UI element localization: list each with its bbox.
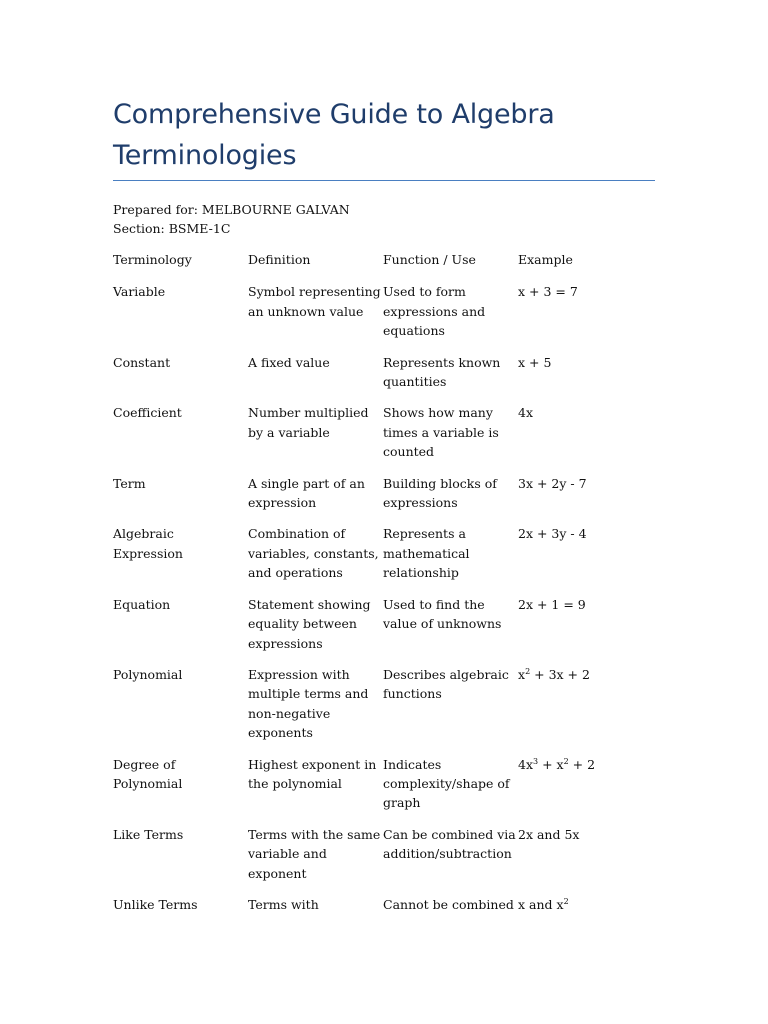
cell-example: 3x + 2y - 7 bbox=[518, 475, 587, 491]
header-terminology: Terminology bbox=[113, 252, 192, 267]
cell-definition: Statement showing equality between expressions bbox=[248, 596, 371, 651]
cell-definition: Symbol representing an unknown value bbox=[248, 284, 381, 319]
cell-term: Algebraic Expression bbox=[113, 526, 183, 561]
cell-function: Represents known quantities bbox=[383, 354, 501, 390]
header-definition: Definition bbox=[248, 252, 311, 267]
table-row bbox=[113, 353, 655, 404]
cell-term: Coefficient bbox=[113, 405, 182, 421]
header-function: Function / Use bbox=[383, 252, 476, 267]
document-page bbox=[113, 0, 655, 1024]
page-title: Comprehensive Guide to Algebra Terminologies bbox=[113, 99, 555, 171]
cell-term: Variable bbox=[113, 284, 166, 300]
table-row bbox=[113, 895, 655, 926]
table-row bbox=[113, 282, 655, 352]
cell-example: $4x^3 + x^2 + 2$ bbox=[518, 756, 596, 772]
cell-term: Equation bbox=[113, 596, 171, 612]
header-example: Example bbox=[518, 252, 573, 267]
cell-function: Cannot be combined bbox=[383, 896, 514, 912]
cell-function: Indicates complexity/shape of graph bbox=[383, 756, 510, 811]
cell-definition: Number multiplied by a variable bbox=[248, 405, 369, 440]
cell-definition: Terms with the same variable and exponent bbox=[248, 826, 381, 881]
document-meta bbox=[113, 200, 350, 238]
section-line: Section: BSME-1C bbox=[113, 221, 231, 236]
cell-function: Describes algebraic functions bbox=[383, 666, 509, 702]
table-row bbox=[113, 474, 655, 525]
cell-term: Polynomial bbox=[113, 666, 183, 682]
cell-definition: A single part of an expression bbox=[248, 475, 365, 511]
cell-term: Unlike Terms bbox=[113, 896, 198, 912]
cell-example: x and $x^2$ bbox=[518, 896, 569, 912]
table-row bbox=[113, 665, 655, 755]
cell-example: x + 5 bbox=[518, 354, 552, 370]
cell-example: 2x + 1 = 9 bbox=[518, 596, 586, 612]
cell-definition: Combination of variables, constants, and operations bbox=[248, 526, 379, 581]
cell-term: Term bbox=[113, 475, 146, 491]
cell-term: Like Terms bbox=[113, 826, 184, 842]
table-row bbox=[113, 595, 655, 665]
cell-term: Constant bbox=[113, 354, 171, 370]
table-row bbox=[113, 755, 655, 825]
cell-definition: Terms with bbox=[248, 896, 319, 912]
cell-function: Can be combined via addition/subtraction bbox=[383, 826, 516, 862]
table-row bbox=[113, 825, 655, 895]
table-row bbox=[113, 403, 655, 473]
cell-example: $x^2 + 3x + 2$ bbox=[518, 666, 590, 682]
cell-example: x + 3 = 7 bbox=[518, 284, 578, 300]
cell-example: 4x bbox=[518, 405, 534, 421]
table-body bbox=[113, 282, 655, 926]
prepared-for-line: Prepared for: MELBOURNE GALVAN bbox=[113, 202, 350, 217]
cell-function: Represents a mathematical relationship bbox=[383, 526, 470, 581]
cell-definition: Expression with multiple terms and non-negative exponents bbox=[248, 666, 369, 741]
cell-function: Shows how many times a variable is counted bbox=[383, 405, 499, 460]
cell-example: 2x + 3y - 4 bbox=[518, 526, 587, 542]
table-row bbox=[113, 524, 655, 594]
cell-definition: Highest exponent in the polynomial bbox=[248, 756, 377, 791]
cell-function: Building blocks of expressions bbox=[383, 475, 497, 511]
cell-term: Degree of Polynomial bbox=[113, 756, 183, 791]
title-underline bbox=[113, 180, 655, 181]
table-header-row bbox=[113, 250, 655, 282]
cell-definition: A fixed value bbox=[248, 354, 330, 370]
terminology-table bbox=[113, 250, 655, 926]
cell-function: Used to form expressions and equations bbox=[383, 284, 486, 339]
cell-function: Used to find the value of unknowns bbox=[383, 596, 502, 632]
cell-example: 2x and 5x bbox=[518, 826, 580, 842]
